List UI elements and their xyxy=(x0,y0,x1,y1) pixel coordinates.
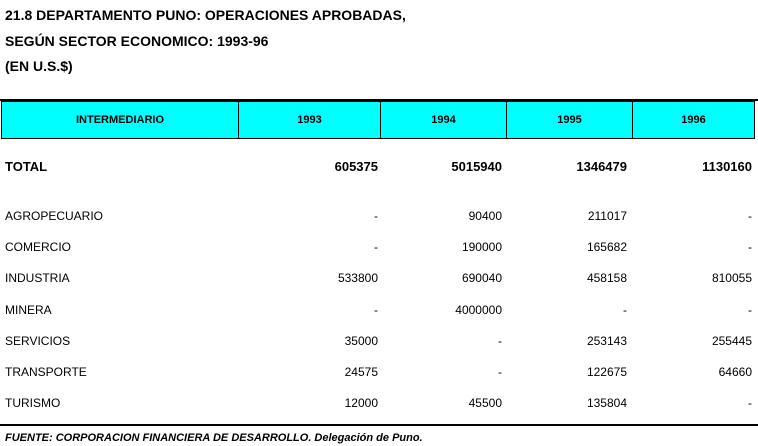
cell-1996: 64660 xyxy=(718,365,752,379)
cell-1994: 90400 xyxy=(468,209,502,223)
cell-1996: - xyxy=(748,303,752,317)
header-year-1994: 1994 xyxy=(380,102,506,138)
cell-1993: 605375 xyxy=(334,159,378,174)
table-title-line-1: 21.8 DEPARTAMENTO PUNO: OPERACIONES APROBADAS, xyxy=(5,7,406,23)
table-title-line-2: SEGÚN SECTOR ECONOMICO: 1993-96 xyxy=(5,33,269,49)
cell-1995: 135804 xyxy=(586,396,627,410)
source-note: FUENTE: CORPORACION FINANCIERA DE DESARROLLO. Delegación de Puno. xyxy=(5,432,423,444)
cell-1995: 122675 xyxy=(586,365,627,379)
cell-1993: 35000 xyxy=(344,334,378,348)
row-label: SERVICIOS xyxy=(5,334,71,348)
cell-1994: 45500 xyxy=(468,396,502,410)
cell-1994: - xyxy=(498,365,502,379)
row-label: TURISMO xyxy=(5,396,61,410)
table-row xyxy=(0,332,758,350)
table-row xyxy=(0,301,758,319)
header-intermediario: INTERMEDIARIO xyxy=(76,114,164,126)
footer-rule xyxy=(0,424,758,426)
table-row xyxy=(0,269,758,287)
cell-1996: 1130160 xyxy=(702,159,752,174)
cell-1995: 211017 xyxy=(587,209,627,223)
table-row xyxy=(0,363,758,381)
header-year-1995: 1995 xyxy=(506,102,632,138)
row-label: AGROPECUARIO xyxy=(5,209,104,223)
table-row xyxy=(0,207,758,225)
cell-1995: 1346479 xyxy=(576,159,627,174)
cell-1994: - xyxy=(498,334,502,348)
cell-1995: 253143 xyxy=(586,334,627,348)
row-label: COMERCIO xyxy=(5,240,71,254)
cell-1993: - xyxy=(374,240,378,254)
row-label: TOTAL xyxy=(5,159,48,174)
cell-1993: 12000 xyxy=(344,396,378,410)
cell-1993: 24575 xyxy=(344,365,378,379)
cell-1993: 533800 xyxy=(337,271,378,285)
header-year-1996: 1996 xyxy=(632,102,754,138)
table-row xyxy=(0,394,758,412)
cell-1994: 690040 xyxy=(461,271,502,285)
cell-1996: 810055 xyxy=(711,271,752,285)
cell-1996: - xyxy=(748,396,752,410)
table-row-total xyxy=(0,158,758,176)
cell-1996: 255445 xyxy=(711,334,752,348)
cell-1995: 458158 xyxy=(586,271,627,285)
table-title-units: (EN U.S.$) xyxy=(5,58,73,74)
row-label: TRANSPORTE xyxy=(5,365,87,379)
header-year-1993: 1993 xyxy=(238,102,380,138)
row-label: INDUSTRIA xyxy=(5,271,70,285)
cell-1993: - xyxy=(374,209,378,223)
row-label: MINERA xyxy=(5,303,52,317)
cell-1996: - xyxy=(748,209,752,223)
cell-1996: - xyxy=(748,240,752,254)
cell-1995: 165682 xyxy=(586,240,627,254)
cell-1995: - xyxy=(623,303,627,317)
cell-1994: 190000 xyxy=(461,240,502,254)
cell-1994: 5015940 xyxy=(451,159,502,174)
cell-1994: 4000000 xyxy=(455,303,502,317)
cell-1993: - xyxy=(374,303,378,317)
table-row xyxy=(0,238,758,256)
table-header xyxy=(1,101,755,139)
